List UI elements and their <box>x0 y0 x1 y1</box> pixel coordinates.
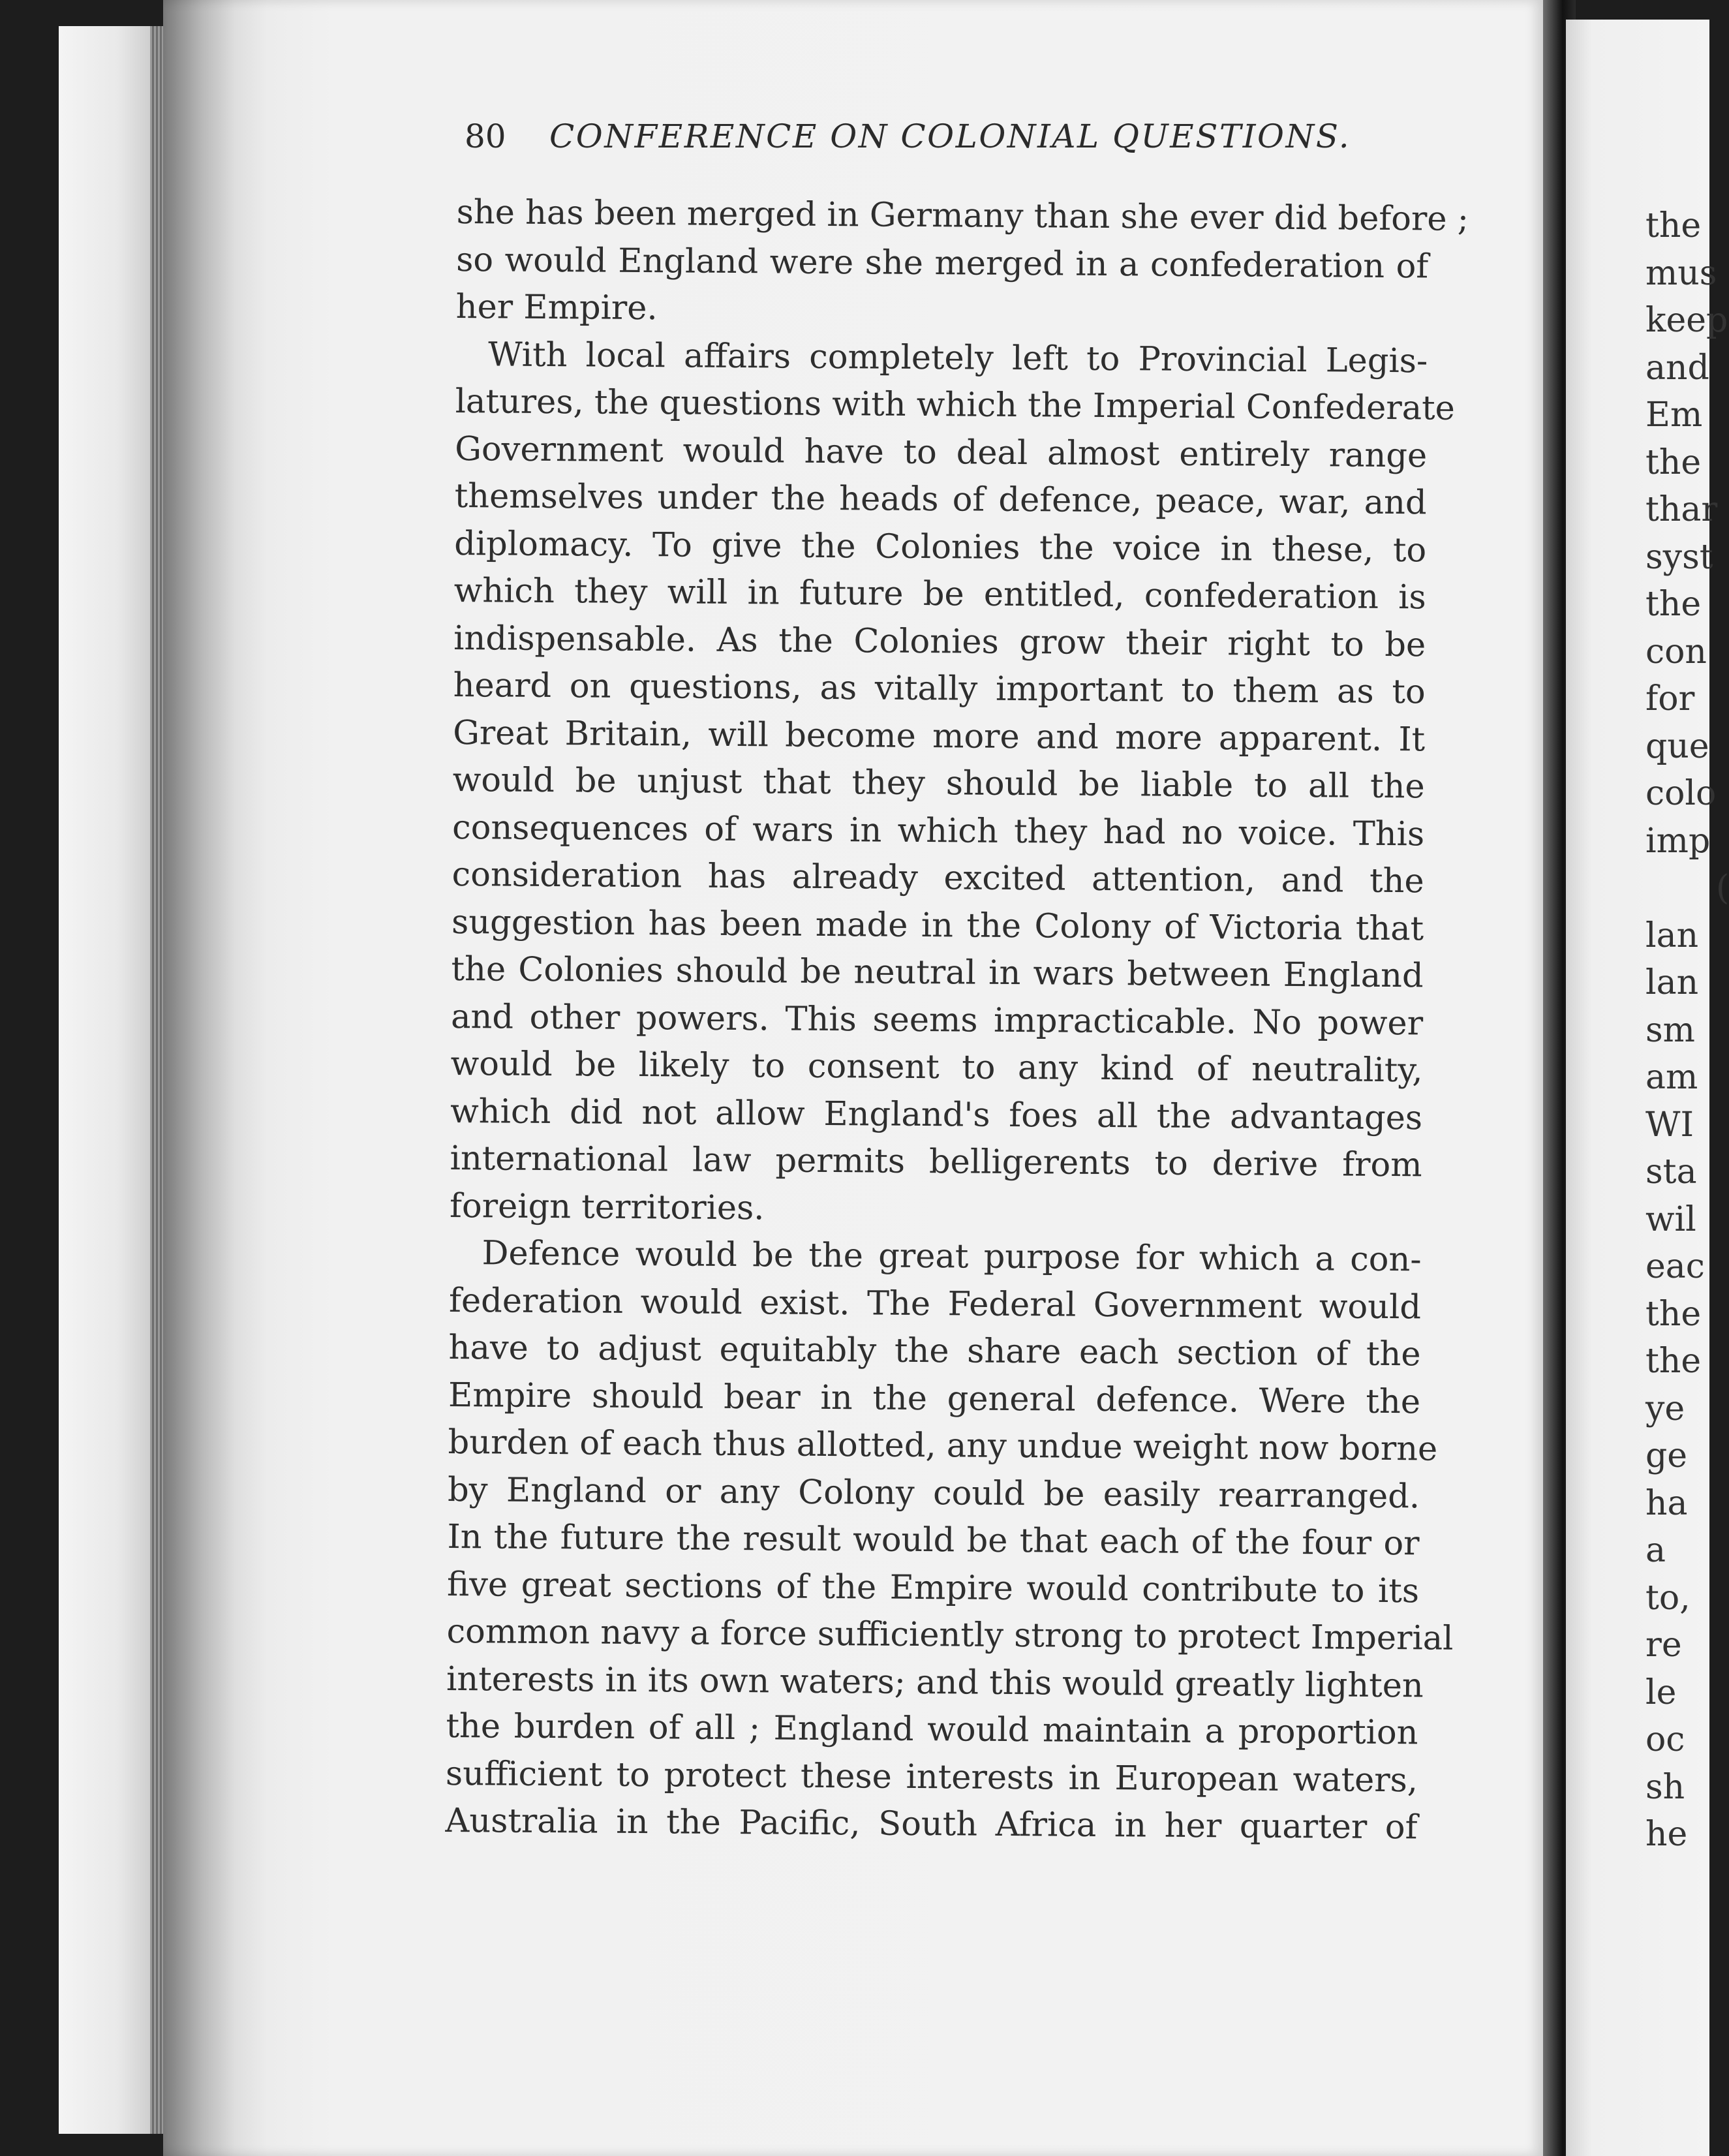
facing-page-line: ge <box>1645 1436 1688 1475</box>
text-line: would be unjust that they should be liable to all the <box>452 760 1425 807</box>
text-line: her Empire. <box>455 287 658 328</box>
facing-page-line: que <box>1645 726 1709 766</box>
facing-page-line: sta <box>1645 1152 1697 1192</box>
facing-page-line: sm <box>1645 1010 1695 1050</box>
facing-page-line: Em <box>1645 395 1703 435</box>
text-line: foreign territories. <box>449 1186 765 1227</box>
facing-page-line: am <box>1645 1058 1698 1097</box>
text-line: interests in its own waters; and this would greatly lighten <box>446 1659 1424 1705</box>
facing-page-line: mus <box>1645 253 1717 293</box>
text-line: Defence would be the great purpose for which a con- <box>482 1234 1422 1280</box>
text-line: themselves under the heads of defence, peace, war, and <box>454 476 1427 523</box>
facing-page-line: colo <box>1645 774 1717 813</box>
text-line: international law permits belligerents to derive from <box>450 1139 1422 1185</box>
facing-page-line: the <box>1645 206 1702 245</box>
text-line: latures, the questions with which the Imperial Confederate <box>455 382 1455 428</box>
facing-page-line: le <box>1645 1672 1677 1712</box>
text-line: indispensable. As the Colonies grow their right to be <box>453 619 1426 664</box>
facing-page <box>1566 20 1729 2156</box>
text-line: five great sections of the Empire would contribute to its <box>446 1565 1420 1610</box>
facing-page-line: WI <box>1645 1105 1694 1145</box>
text-line: which did not allow England's foes all the advantages <box>450 1092 1423 1137</box>
text-line: and other powers. This seems impracticable. No power <box>450 997 1424 1043</box>
facing-page-line: imp <box>1645 821 1711 861</box>
facing-page-line: a <box>1645 1531 1666 1570</box>
text-line: consequences of wars in which they had no voice. This <box>451 808 1425 854</box>
text-line: diplomacy. To give the Colonies the voice in these, to <box>454 524 1427 570</box>
text-line: would be likely to consent to any kind of neutrality, <box>450 1044 1423 1090</box>
facing-page-line: con <box>1645 632 1707 671</box>
facing-page-line: sh <box>1645 1767 1685 1807</box>
facing-page-line: the <box>1645 442 1702 482</box>
body-text <box>445 189 1469 1852</box>
text-line: heard on questions, as vitally important to them as to <box>453 666 1426 712</box>
facing-page-line: lan <box>1645 916 1699 955</box>
text-line: by England or any Colony could be easily rearranged. <box>447 1470 1420 1516</box>
running-head: CONFERENCE ON COLONIAL QUESTIONS. <box>549 117 1351 155</box>
facing-page-line: for <box>1645 679 1695 718</box>
text-line: so would England were she merged in a confederation of <box>456 240 1429 286</box>
facing-page-line: oc <box>1645 1720 1685 1759</box>
facing-page-line: eac <box>1645 1247 1705 1286</box>
facing-page-line: thar <box>1645 490 1718 529</box>
text-line: consideration has already excited attention, and the <box>451 855 1424 901</box>
facing-page-line: syst <box>1645 537 1713 577</box>
facing-page-line: wil <box>1645 1199 1696 1239</box>
text-line: Australia in the Pacific, South Africa in her quarter of <box>445 1801 1418 1847</box>
facing-page-line: ( <box>1716 869 1729 908</box>
text-line: federation would exist. The Federal Government would <box>448 1281 1422 1327</box>
facing-page-line: the <box>1645 1294 1702 1334</box>
text-line: In the future the result would be that each of the four or <box>447 1517 1420 1563</box>
page-number: 80 <box>465 117 506 155</box>
text-line: have to adjust equitably the share each section of the <box>448 1328 1421 1374</box>
facing-page-line: to, <box>1645 1578 1691 1618</box>
facing-page-line: ye <box>1645 1389 1685 1428</box>
text-line: which they will in future be entitled, confederation is <box>453 571 1426 617</box>
facing-page-line: the <box>1645 1342 1702 1381</box>
text-line: the Colonies should be neutral in wars between England <box>451 949 1424 996</box>
text-line: Great Britain, will become more and more apparent. It <box>452 713 1426 759</box>
text-line: burden of each thus allotted, any undue weight now borne <box>448 1423 1438 1469</box>
paragraph <box>455 189 1469 338</box>
facing-page-line: keep <box>1645 301 1728 340</box>
text-line: the burden of all ; England would maintain a proportion <box>446 1706 1418 1753</box>
facing-page-line: lan <box>1645 963 1699 1002</box>
text-line: Empire should bear in the general defence. Were the <box>448 1376 1421 1421</box>
text-line: With local affairs completely left to Provincial Legis- <box>488 335 1428 380</box>
facing-page-line: the <box>1645 585 1702 624</box>
text-line: sufficient to protect these interests in European waters, <box>445 1754 1418 1800</box>
paragraph <box>449 331 1455 1237</box>
paragraph <box>445 1230 1454 1852</box>
facing-page-line: he <box>1645 1815 1688 1854</box>
facing-page-text <box>1645 202 1729 1858</box>
page-header <box>465 117 1352 170</box>
text-line: Government would have to deal almost entirely range <box>455 429 1428 475</box>
text-line: common navy a force sufficiently strong to protect Imperial <box>446 1612 1454 1658</box>
facing-page-line: ha <box>1645 1483 1688 1523</box>
facing-page-line: re <box>1645 1625 1682 1665</box>
facing-page-line: and <box>1645 348 1709 388</box>
text-line: she has been merged in Germany than she ever did before ; <box>456 192 1469 239</box>
text-line: suggestion has been made in the Colony of Victoria that <box>451 902 1424 948</box>
